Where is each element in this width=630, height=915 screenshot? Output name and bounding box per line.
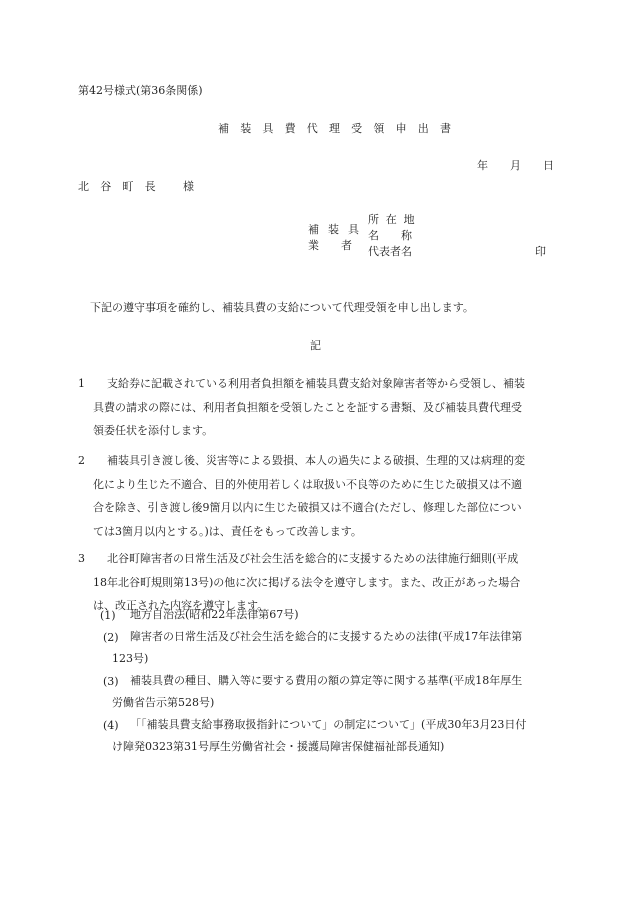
item-line: 領委任状を添付します。 [93, 424, 214, 437]
applicant-label-line1: 補 装 具 [308, 223, 362, 236]
item-number: 3 [78, 552, 85, 565]
sub-item-line: 123号) [112, 652, 149, 665]
seal-mark: 印 [535, 245, 546, 258]
item-line: 支給券に記載されている利用者負担額を補装具費支給対象障害者等から受領し、補装 [107, 377, 525, 390]
item-line: ては3箇月以内とする。)は、責任をもって改善します。 [93, 524, 362, 538]
addressee-name: 北 谷 町 長 [78, 180, 160, 193]
sub-item-number: (4) [103, 719, 119, 732]
sub-item-text [112, 626, 522, 670]
date-month-label: 月 [510, 159, 521, 172]
item-line: は、改正された内容を遵守します。 [93, 599, 269, 612]
sub-item-text [112, 714, 526, 758]
sub-item-line: 障害者の日常生活及び社会生活を総合的に支援するための法律(平成17年法律第 [130, 630, 523, 643]
item-line: 北谷町障害者の日常生活及び社会生活を総合的に支援するための法律施行細則(平成 [107, 552, 519, 565]
item-line: 補装具引き渡し後、災害等による毀損、本人の過失による破損、生理的又は病理的変 [107, 454, 525, 467]
date-day-label: 日 [543, 159, 554, 172]
item-line: 合を除き、引き渡し後9箇月以内に生じた破損又は不適合(ただし、修理した部位につい [93, 501, 522, 514]
item-line: 化により生じた不適合、目的外使用若しくは取扱い不良等のために生じた破損又は不適 [93, 477, 522, 491]
sub-item-line: 労働省告示第528号) [112, 696, 215, 709]
sub-item-line: 補装具費の種目、購入等に要する費用の額の算定等に関する基準(平成18年厚生 [130, 674, 523, 687]
intro-statement: 下記の遵守事項を確約し、補装具費の支給について代理受領を申し出します。 [90, 301, 474, 314]
form-number: 第42号様式(第36条関係) [78, 84, 203, 97]
sub-item-number: (2) [103, 631, 119, 644]
representative-label: 代表者名 [368, 245, 412, 258]
item-line: 具費の請求の際には、利用者負担額を受領したことを証する書類、及び補装具費代理受 [93, 400, 522, 414]
ki-heading: 記 [310, 339, 321, 352]
sub-item-line: 「「補装具費支給事務取扱指針について」の制定について」(平成30年3月23日付 [130, 718, 527, 731]
item-text [93, 372, 525, 443]
sub-item-line: け障発0323第31号厚生労働省社会・援護局障害保健福祉部長通知) [112, 740, 445, 753]
page-title: 補 装 具 費 代 理 受 領 申 出 書 [218, 122, 455, 135]
sub-item-line: 地方自治法(昭和22年法律第67号) [130, 608, 299, 621]
sub-item-text [130, 604, 299, 626]
applicant-label-line2: 業 者 [308, 239, 352, 252]
sub-item-number: (3) [103, 675, 119, 688]
sub-item-number: (1) [100, 609, 116, 622]
address-label: 所 在 地 [368, 213, 417, 226]
item-number: 2 [78, 454, 85, 467]
item-number: 1 [78, 377, 85, 390]
name-label: 名 称 [368, 229, 412, 242]
item-text [93, 449, 525, 543]
date-year-label: 年 [477, 159, 488, 172]
item-line: 18年北谷町規則第13号)の他に次に掲げる法令を遵守します。また、改正があった場合 [93, 575, 521, 589]
sub-item-text [112, 670, 522, 714]
addressee-honorific: 様 [183, 180, 194, 193]
